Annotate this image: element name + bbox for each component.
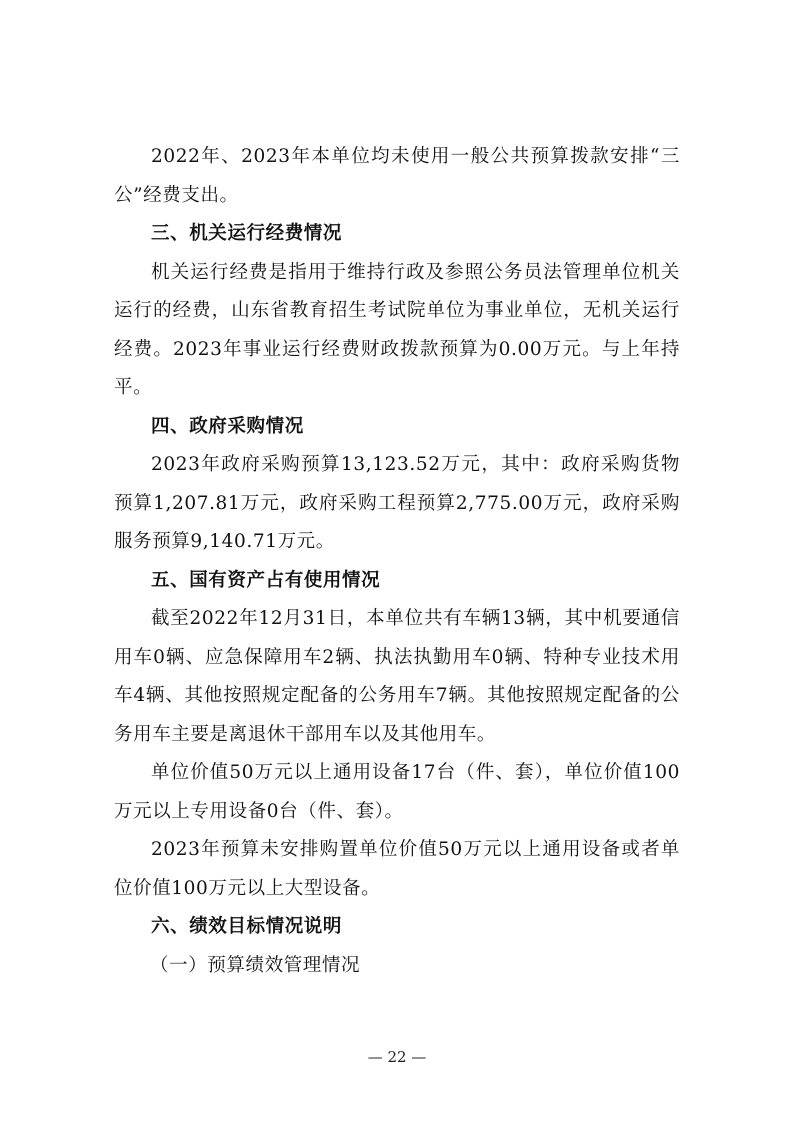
page-number: — 22 —	[367, 1048, 427, 1066]
section-heading-performance-goals: 六、绩效目标情况说明	[151, 916, 343, 937]
section-heading-state-assets: 五、国有资产占有使用情况	[151, 569, 381, 591]
paragraph-equipment-budget: 2023年预算未安排购置单位价值50万元以上通用设备或者单位价值100万元以上大型设备。	[114, 839, 680, 899]
paragraph-government-procurement: 2023年政府采购预算13,123.52万元，其中：政府采购货物预算1,207.81万元，政府采购工程预算2,775.00万元，政府采购服务预算9,140.71万元。	[114, 454, 680, 552]
section-heading-government-procurement: 四、政府采购情况	[151, 415, 304, 437]
paragraph-equipment: 单位价值50万元以上通用设备17台（件、套），单位价值100万元以上专用设备0台（件、套）。	[114, 762, 680, 822]
section-heading-agency-operating-funds: 三、机关运行经费情况	[151, 223, 343, 244]
paragraph-sangong-expenses: 2022年、2023年本单位均未使用一般公共预算拨款安排“三公”经费支出。	[114, 146, 680, 206]
paragraph-agency-operating-funds: 机关运行经费是指用于维持行政及参照公务员法管理单位机关运行的经费，山东省教育招生考试院单位为事业单位，无机关运行经费。2023年事业运行经费财政拨款预算为0.00万元。与上年持平。	[114, 261, 680, 398]
paragraph-vehicles: 截至2022年12月31日，本单位共有车辆13辆，其中机要通信用车0辆、应急保障用车2辆、执法执勤用车0辆、特种专业技术用车4辆、其他按照规定配备的公务用车7辆。其他按照规定配备的公务用车主要是离退休干部用车以及其他用车。	[114, 608, 680, 745]
subsection-heading-budget-performance: （一）预算绩效管理情况	[150, 954, 361, 976]
document-body	[114, 138, 680, 985]
